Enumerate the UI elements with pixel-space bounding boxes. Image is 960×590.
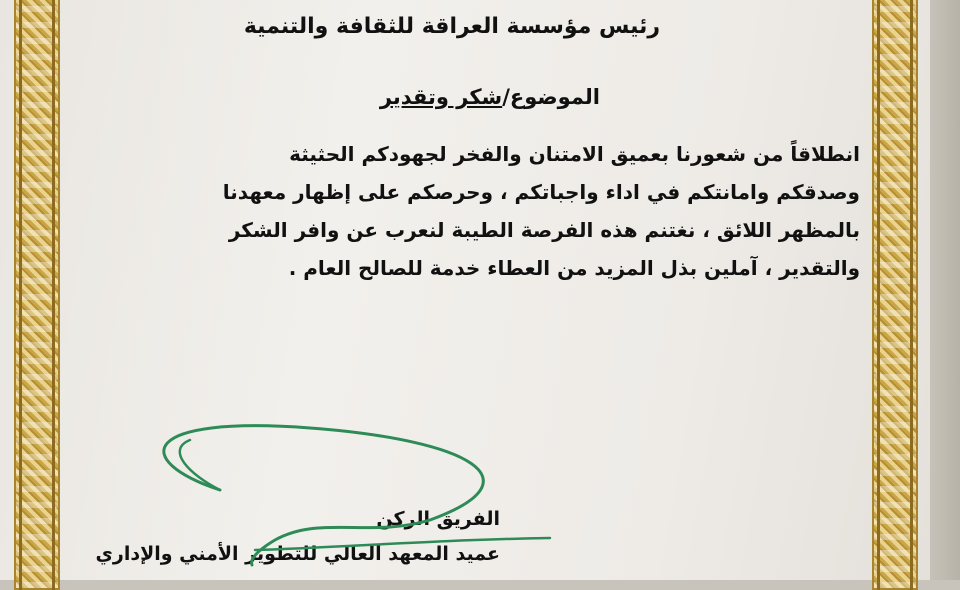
body-line-4: والتقدير ، آملين بذل المزيد من العطاء خدمة للصالح العام . xyxy=(288,256,860,280)
handwritten-signature xyxy=(70,420,560,570)
subject-value: شكر وتقدير xyxy=(379,85,503,109)
body-line-2: وصدقكم وامانتكم في اداء واجباتكم ، وحرصكم على إظهار معهدنا xyxy=(222,180,860,204)
recipient-title: رئيس مؤسسة العراقة للثقافة والتنمية xyxy=(243,14,660,39)
body-line-3: بالمظهر اللائق ، نغتنم هذه الفرصة الطيبة لنعرب عن وافر الشكر xyxy=(228,218,860,242)
signatory-role: عميد المعهد العالي للتطوير الأمني والإداري xyxy=(95,543,500,565)
page-edge xyxy=(930,0,960,580)
letter-body xyxy=(90,135,860,287)
ornamental-border-left xyxy=(14,0,60,590)
signatory-rank: الفريق الركن xyxy=(376,508,500,530)
ornamental-border-right xyxy=(872,0,918,590)
subject-line xyxy=(380,85,600,109)
body-line-1: انطلاقاً من شعورنا بعميق الامتنان والفخر لجهودكم الحثيثة xyxy=(289,142,860,166)
subject-label: الموضوع/ xyxy=(502,85,600,109)
cropped-header-line xyxy=(165,0,685,8)
